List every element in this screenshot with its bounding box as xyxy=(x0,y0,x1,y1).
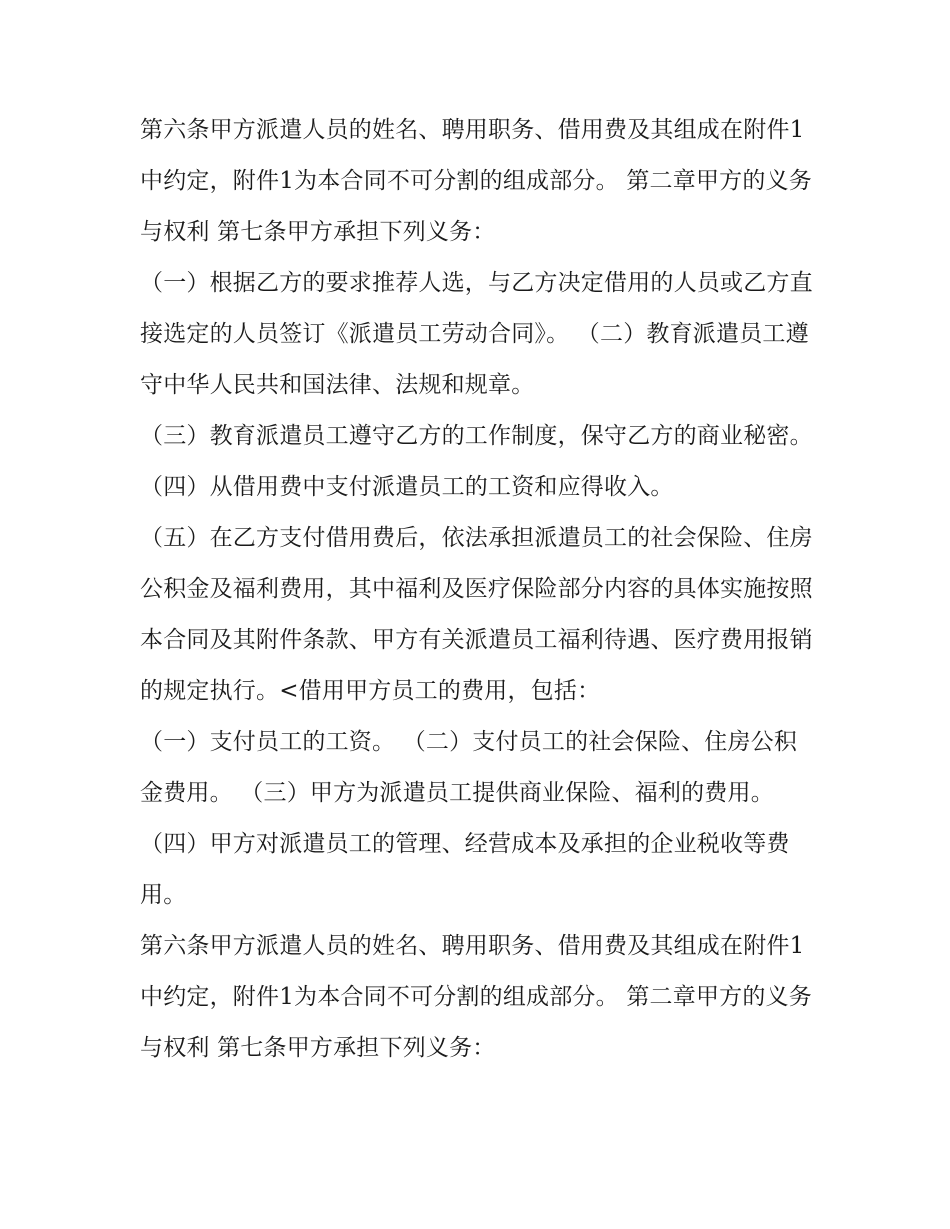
paragraph-fees-4: （四）甲方对派遣员工的管理、经营成本及承担的企业税收等费用。 xyxy=(140,831,790,908)
paragraph-article-6: 第六条甲方派遣人员的姓名、聘用职务、借用费及其组成在附件1中约定，附件1为本合同不可分割的组成部分。 第二章甲方的义务与权利 第七条甲方承担下列义务： xyxy=(140,117,812,245)
document-body xyxy=(140,105,820,1074)
paragraph-fees-1-3: （一）支付员工的工资。 （二）支付员工的社会保险、住房公积金费用。 （三）甲方为派遣员工提供商业保险、福利的费用。 xyxy=(140,729,798,806)
paragraph-obligations-3-4: （三）教育派遣员工遵守乙方的工作制度，保守乙方的商业秘密。 （四）从借用费中支付派遣员工的工资和应得收入。 xyxy=(140,423,813,500)
paragraph-article-6-repeat: 第六条甲方派遣人员的姓名、聘用职务、借用费及其组成在附件1中约定，附件1为本合同不可分割的组成部分。 第二章甲方的义务与权利 第七条甲方承担下列义务： xyxy=(140,933,812,1061)
paragraph-obligations-5: （五）在乙方支付借用费后，依法承担派遣员工的社会保险、住房公积金及福利费用，其中福利及医疗保险部分内容的具体实施按照本合同及其附件条款、甲方有关派遣员工福利待遇、医疗费用报销的规定执行。<借用甲方员工的费用，包括： xyxy=(140,525,813,704)
paragraph-obligations-1-2: （一）根据乙方的要求推荐人选，与乙方决定借用的人员或乙方直接选定的人员签订《派遣员工劳动合同》。 （二）教育派遣员工遵守中华人民共和国法律、法规和规章。 xyxy=(140,270,813,398)
